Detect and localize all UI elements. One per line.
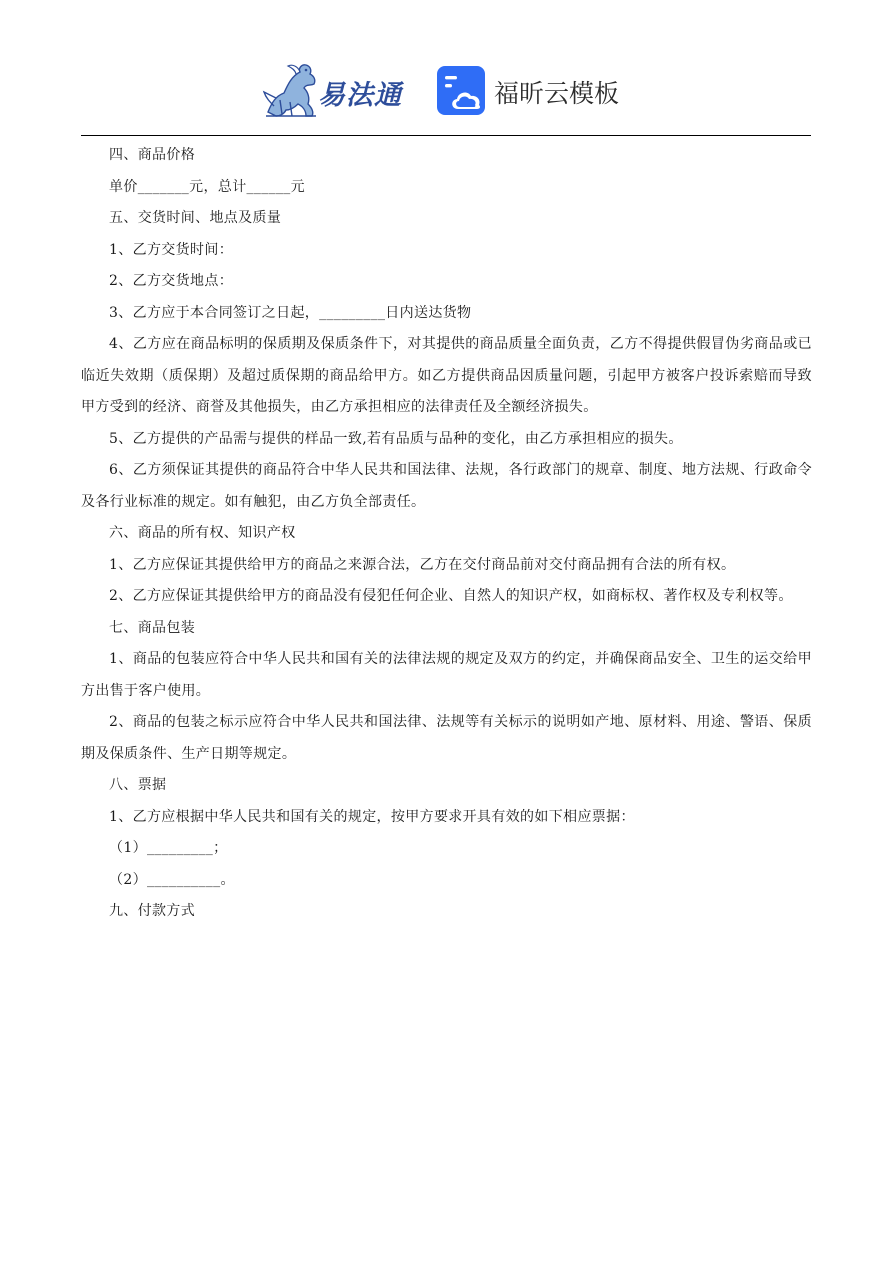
delivery-place-clause: 2、乙方交货地点： [109, 273, 234, 289]
price-fields-line: 单价_______元，总计______元 [109, 178, 305, 195]
invoice-clause: 1、乙方应根据中华人民共和国有关的规定，按甲方要求开具有效的如下相应票据： [109, 808, 635, 825]
yifatong-logo-text: 易法通 [318, 80, 402, 111]
foxit-cloud-document-icon [436, 65, 488, 117]
legal-compliance-clause: 6、乙方须保证其提供的商品符合中华人民共和国法律、法规，各行政部门的规章、制度、地方法规、行政命令及各行业标准的规定。如有触犯，由乙方负全部责任。 [81, 462, 812, 510]
page-header [0, 56, 893, 126]
invoice-item-1: （1）_________； [109, 840, 228, 856]
foxit-template-logo-text: 福昕云模板 [494, 79, 620, 108]
section-heading-price: 四、商品价格 [109, 147, 196, 163]
packaging-label-clause: 2、商品的包装之标示应符合中华人民共和国法律、法规等有关标示的说明如产地、原材料、用途、警语、保质期及保质条件、生产日期等规定。 [81, 714, 812, 762]
section-heading-invoice: 八、票据 [109, 777, 167, 793]
yifatong-logo [262, 62, 414, 118]
section-heading-ownership: 六、商品的所有权、知识产权 [109, 525, 296, 541]
delivery-time-clause: 1、乙方交货时间： [109, 241, 234, 258]
ip-clause: 2、乙方应保证其提供给甲方的商品没有侵犯任何企业、自然人的知识产权，如商标权、著作权及专利权等。 [109, 588, 793, 604]
section-heading-packaging: 七、商品包装 [109, 619, 196, 636]
delivery-deadline-clause: 3、乙方应于本合同签订之日起，_________日内送达货物 [109, 304, 472, 321]
header-divider [81, 135, 811, 136]
packaging-standard-clause: 1、商品的包装应符合中华人民共和国有关的法律法规的规定及双方的约定，并确保商品安全、卫生的运交给甲方出售于客户使用。 [81, 651, 812, 699]
section-heading-delivery: 五、交货时间、地点及质量 [109, 210, 282, 226]
quality-responsibility-clause: 4、乙方应在商品标明的保质期及保质条件下，对其提供的商品质量全面负责，乙方不得提供假冒伪劣商品或已临近失效期（质保期）及超过质保期的商品给甲方。如乙方提供商品因质量问题，引起甲方被客户投诉索赔而导致甲方受到的经济、商誉及其他损失，由乙方承担相应的法律责任及全额经济损失。 [81, 336, 812, 415]
sample-consistency-clause: 5、乙方提供的产品需与提供的样品一致,若有品质与品种的变化，由乙方承担相应的损失。 [109, 430, 683, 447]
invoice-item-2: （2）__________。 [109, 871, 235, 888]
qilin-mascot-icon [262, 62, 320, 118]
ownership-clause: 1、乙方应保证其提供给甲方的商品之来源合法，乙方在交付商品前对交付商品拥有合法的所有权。 [109, 556, 736, 573]
contract-body [81, 140, 812, 928]
section-heading-payment: 九、付款方式 [109, 903, 196, 919]
foxit-template-logo [436, 65, 646, 117]
